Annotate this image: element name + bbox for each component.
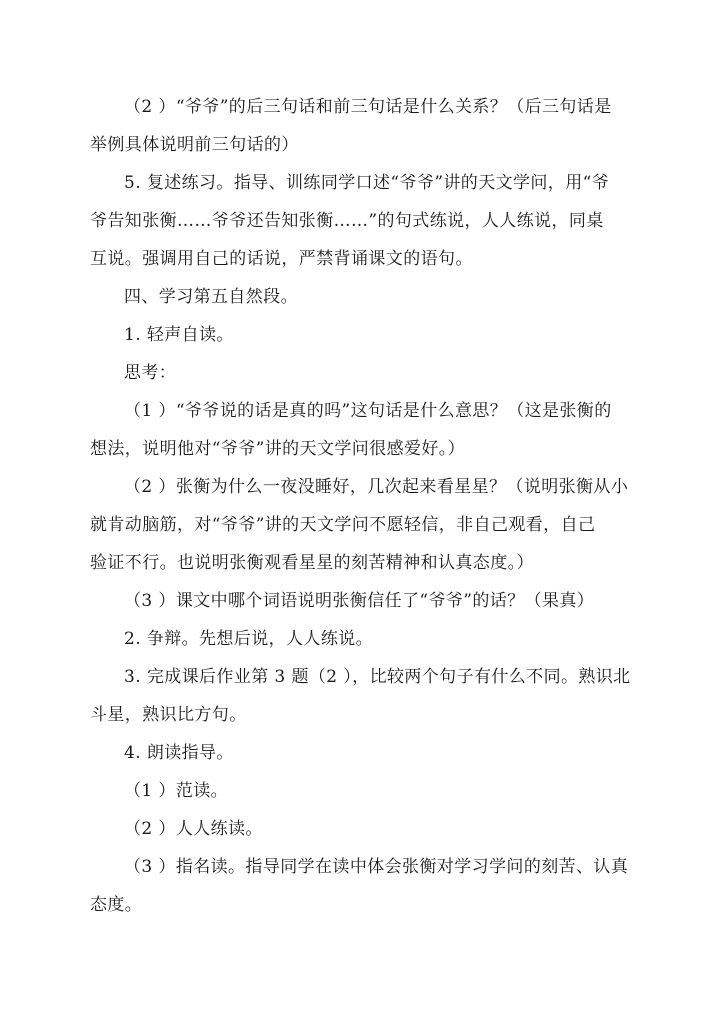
paragraph-line: （1 ）“爷爷说的话是真的吗”这句话是什么意思？（这是张衡的 <box>124 401 612 421</box>
paragraph-line: （3 ）课文中哪个词语说明张衡信任了“爷爷”的话？（果真） <box>124 591 595 611</box>
paragraph-line: 举例具体说明前三句话的） <box>90 135 299 155</box>
paragraph-line: 就肯动脑筋，对“爷爷”讲的天文学问不愿轻信，非自己观看，自己 <box>90 515 596 535</box>
paragraph-line: 斗星，熟识比方句。 <box>90 705 247 725</box>
paragraph-line: 4. 朗读指导。 <box>124 743 234 763</box>
paragraph-line: 思考： <box>124 363 177 383</box>
paragraph-line: （1 ）范读。 <box>124 781 229 801</box>
paragraph-line: 想法，说明他对“爷爷”讲的天文学问很感爱好。） <box>90 439 466 459</box>
paragraph-line: （3 ）指名读。指导同学在读中体会张衡对学习学问的刻苦、认真 <box>124 857 629 877</box>
paragraph-line: 1. 轻声自读。 <box>124 325 234 345</box>
paragraph-line: （2 ）人人练读。 <box>124 819 263 839</box>
section-heading: 四、学习第五自然段。 <box>124 287 298 307</box>
paragraph-line: 2. 争辩。先想后说，人人练说。 <box>124 629 374 649</box>
paragraph-line: 态度。 <box>90 895 143 915</box>
paragraph-line: 5. 复述练习。指导、训练同学口述“爷爷”讲的天文学问，用“爷 <box>124 173 610 193</box>
paragraph-line: 3. 完成课后作业第 3 题（2 ），比较两个句子有什么不同。熟识北 <box>124 667 631 687</box>
paragraph-line: 验证不行。也说明张衡观看星星的刻苦精神和认真态度。） <box>90 553 534 573</box>
paragraph-line: 爷告知张衡……爷爷还告知张衡……”的句式练说，人人练说，同桌 <box>90 211 604 231</box>
paragraph-line: （2 ）“爷爷”的后三句话和前三句话是什么关系？（后三句话是 <box>124 97 612 117</box>
paragraph-line: （2 ）张衡为什么一夜没睡好，几次起来看星星？（说明张衡从小 <box>124 477 629 497</box>
paragraph-line: 互说。强调用自己的话说，严禁背诵课文的语句。 <box>90 249 473 269</box>
